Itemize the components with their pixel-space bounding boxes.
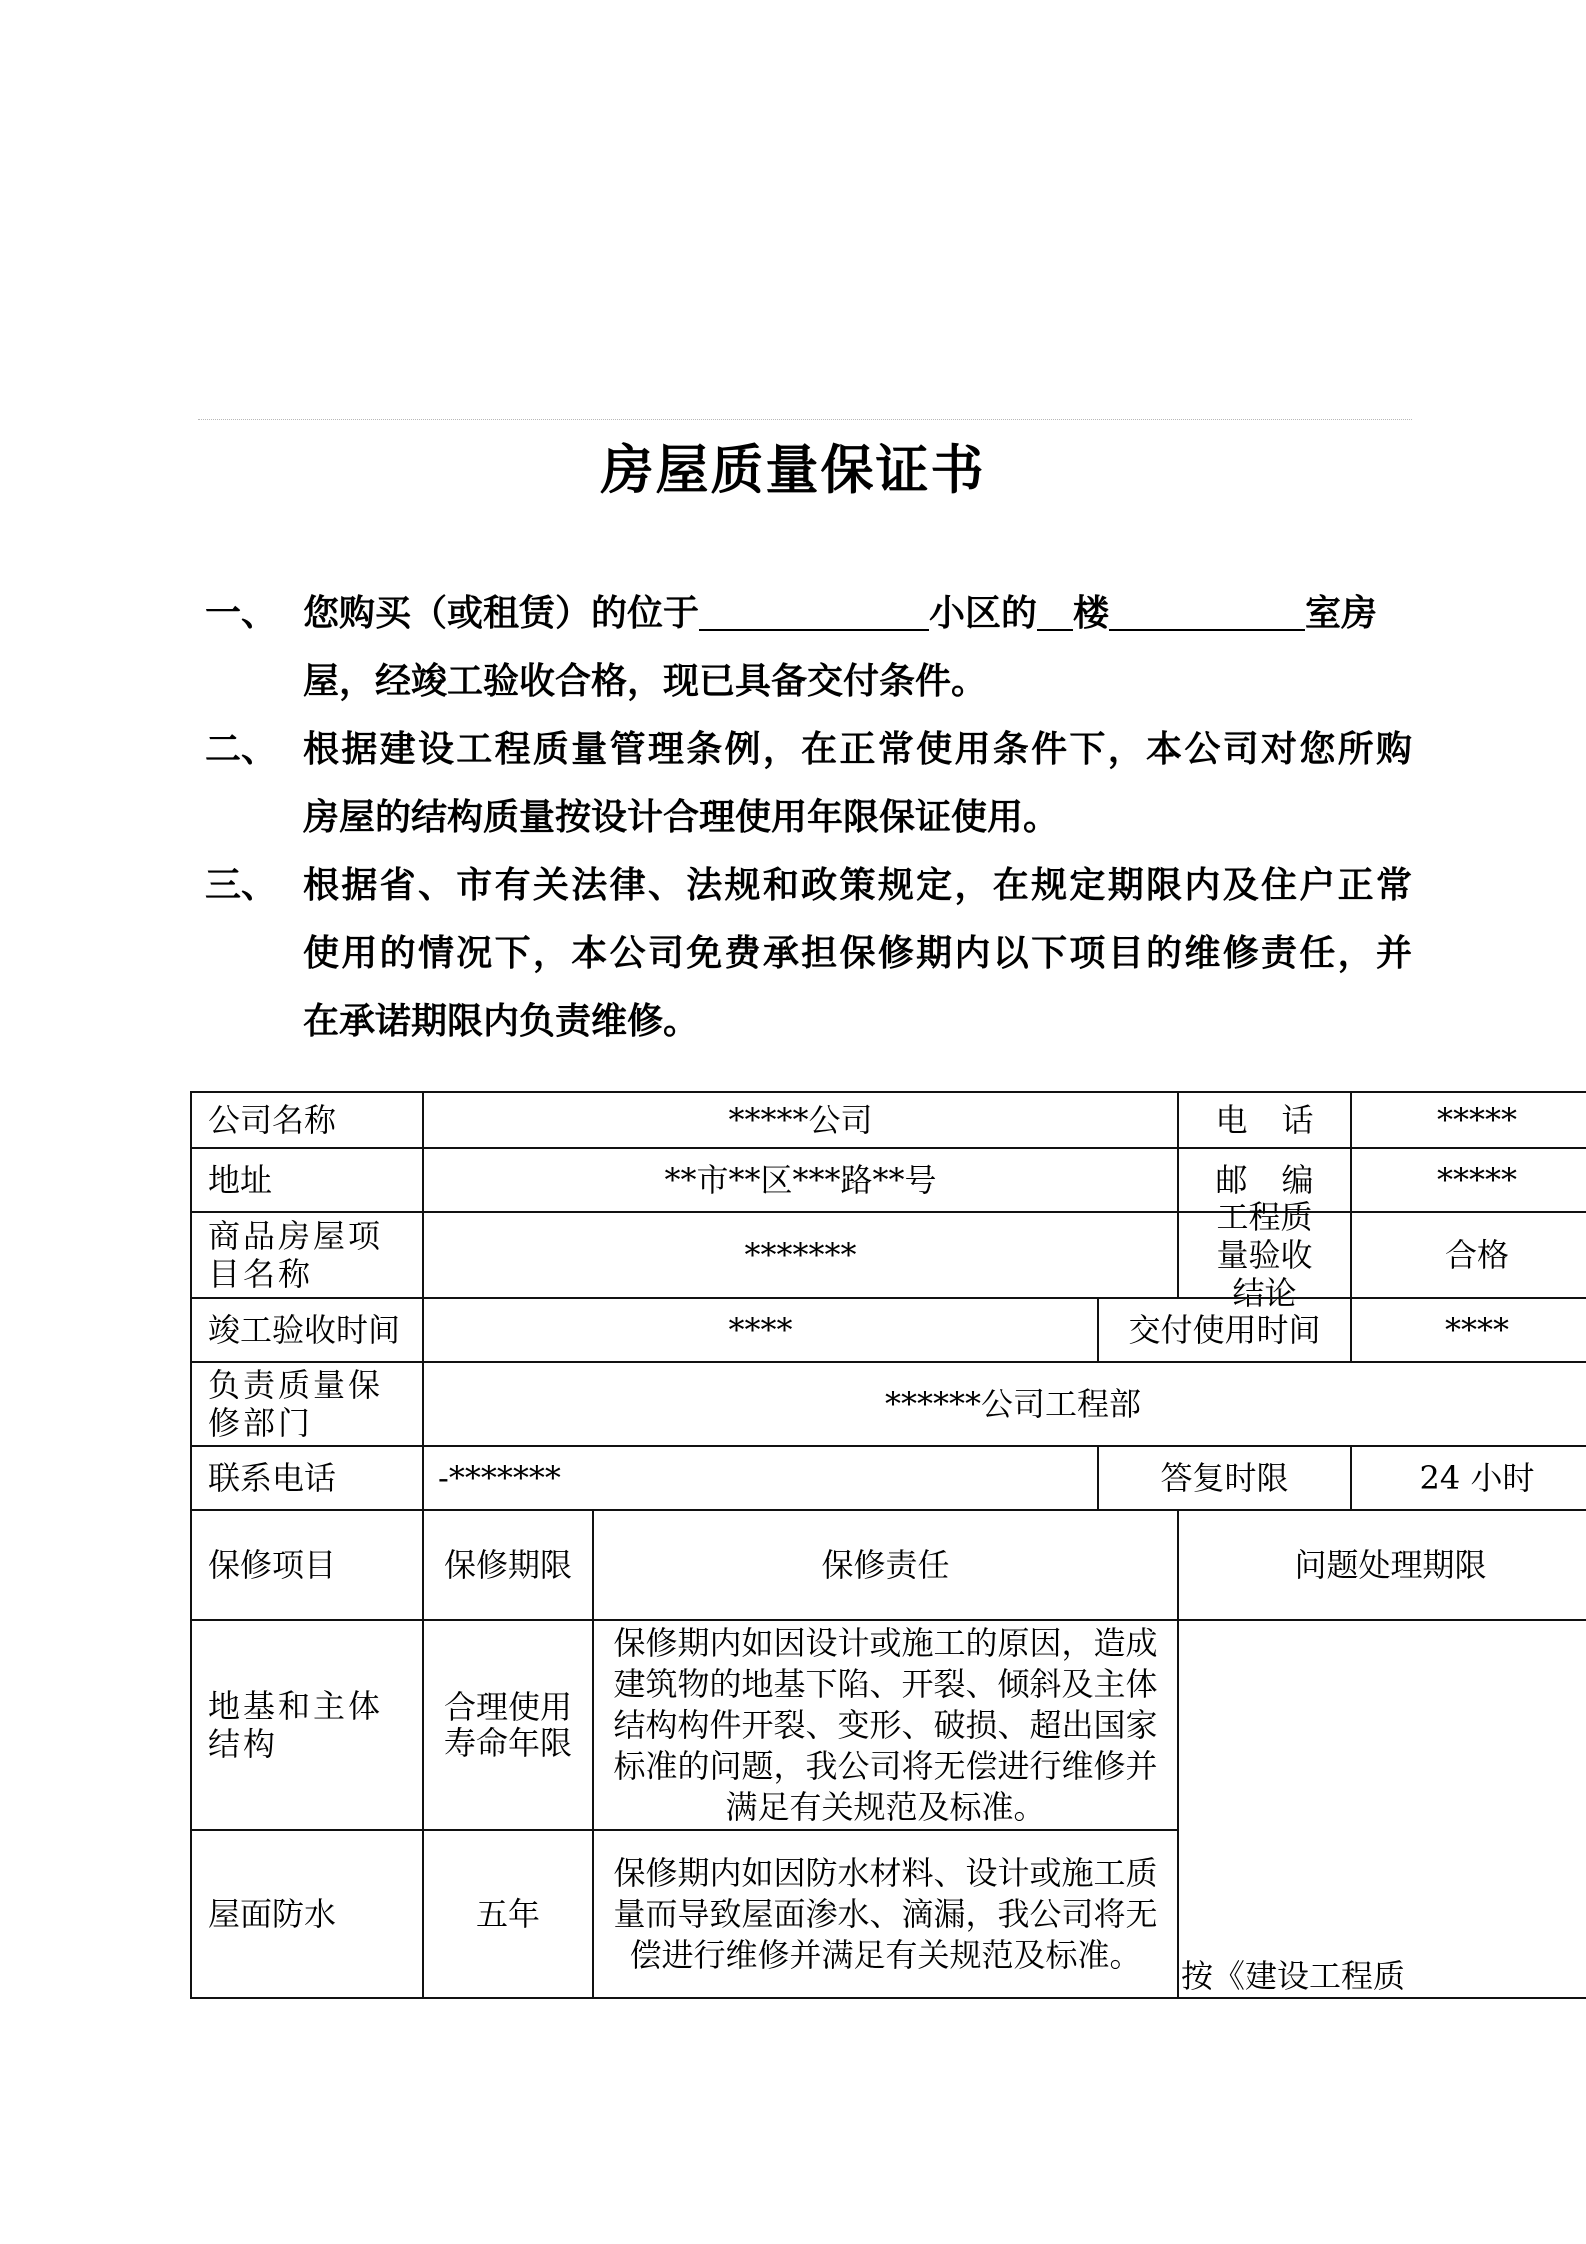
clause-2-line-1: 根据建设工程质量管理条例，在正常使用条件下，本公司对您所购 (303, 729, 1412, 770)
row-roof-responsibility: 保修期内如因防水材料、设计或施工质量而导致屋面渗水、滴漏，我公司将无偿进行维修并满足有关规范及标准。 (592, 1829, 1179, 1999)
clause-1-segment-1: 您购买（或租赁）的位于 (303, 593, 700, 634)
row-foundation-period: 合理使用寿命年限 (422, 1619, 594, 1831)
building-blank[interactable] (1037, 583, 1073, 631)
clause-3-line-1: 根据省、市有关法律、法规和政策规定，在规定期限内及住户正常 (303, 865, 1412, 906)
contact-phone-value: -******* (422, 1445, 1099, 1511)
row-roof-period: 五年 (422, 1829, 594, 1999)
handling-period-cell: 按《建设工程质 (1177, 1619, 1586, 1999)
delivery-time-label: 交付使用时间 (1097, 1297, 1352, 1363)
clause-3-line-2: 使用的情况下，本公司免费承担保修期内以下项目的维修责任，并 (303, 933, 1412, 974)
dept-label: 负责质量保修部门 (190, 1361, 424, 1447)
reply-limit-label: 答复时限 (1097, 1445, 1352, 1511)
header-period: 保修期限 (422, 1509, 594, 1621)
contact-phone-label: 联系电话 (190, 1445, 424, 1511)
address-value: **市**区***路**号 (422, 1147, 1179, 1213)
room-blank[interactable] (1109, 583, 1305, 631)
header-item: 保修项目 (190, 1509, 424, 1621)
clause-number: 二、 (205, 729, 278, 770)
clause-1-line-1 (303, 580, 1377, 648)
clause-3 (205, 852, 1412, 1056)
acceptance-value: 合格 (1350, 1211, 1586, 1299)
header-divider (198, 419, 1412, 420)
project-name-value: ******* (422, 1211, 1179, 1299)
reply-limit-value: 24 小时 (1350, 1445, 1586, 1511)
clause-number: 一、 (205, 593, 278, 634)
document-title: 房屋质量保证书 (600, 440, 986, 501)
zip-label: 邮编 (1177, 1147, 1352, 1213)
clause-1 (205, 580, 1412, 716)
company-name-label: 公司名称 (190, 1091, 424, 1149)
dept-value: ******公司工程部 (422, 1361, 1586, 1447)
company-name-value: *****公司 (422, 1091, 1179, 1149)
phone-value: ***** (1350, 1091, 1586, 1149)
clause-3-line-3: 在承诺期限内负责维修。 (303, 1001, 700, 1042)
acceptance-label: 工程质量验收结论 (1177, 1211, 1352, 1299)
project-name-label: 商品房屋项目名称 (190, 1211, 424, 1299)
delivery-time-value: **** (1350, 1297, 1586, 1363)
row-roof-item: 屋面防水 (190, 1829, 424, 1999)
header-handling: 问题处理期限 (1177, 1509, 1586, 1621)
clause-number: 三、 (205, 865, 278, 906)
phone-label: 电话 (1177, 1091, 1352, 1149)
row-foundation-item: 地基和主体结构 (190, 1619, 424, 1831)
completion-time-label: 竣工验收时间 (190, 1297, 424, 1363)
completion-time-value: **** (422, 1297, 1099, 1363)
clause-1-segment-4: 室房 (1305, 593, 1378, 634)
row-foundation-responsibility: 保修期内如因设计或施工的原因，造成建筑物的地基下陷、开裂、倾斜及主体结构构件开裂、变形、破损、超出国家标准的问题，我公司将无偿进行维修并满足有关规范及标准。 (592, 1619, 1179, 1831)
community-blank[interactable] (699, 583, 929, 631)
address-label: 地址 (190, 1147, 424, 1213)
clause-1-segment-3: 楼 (1073, 593, 1110, 634)
zip-value: ***** (1350, 1147, 1586, 1213)
clause-2 (205, 716, 1412, 852)
header-responsibility: 保修责任 (592, 1509, 1179, 1621)
clause-1-segment-2: 小区的 (929, 593, 1038, 634)
clause-2-line-2: 房屋的结构质量按设计合理使用年限保证使用。 (303, 797, 1060, 838)
clause-1-line-2: 屋，经竣工验收合格，现已具备交付条件。 (303, 661, 988, 702)
